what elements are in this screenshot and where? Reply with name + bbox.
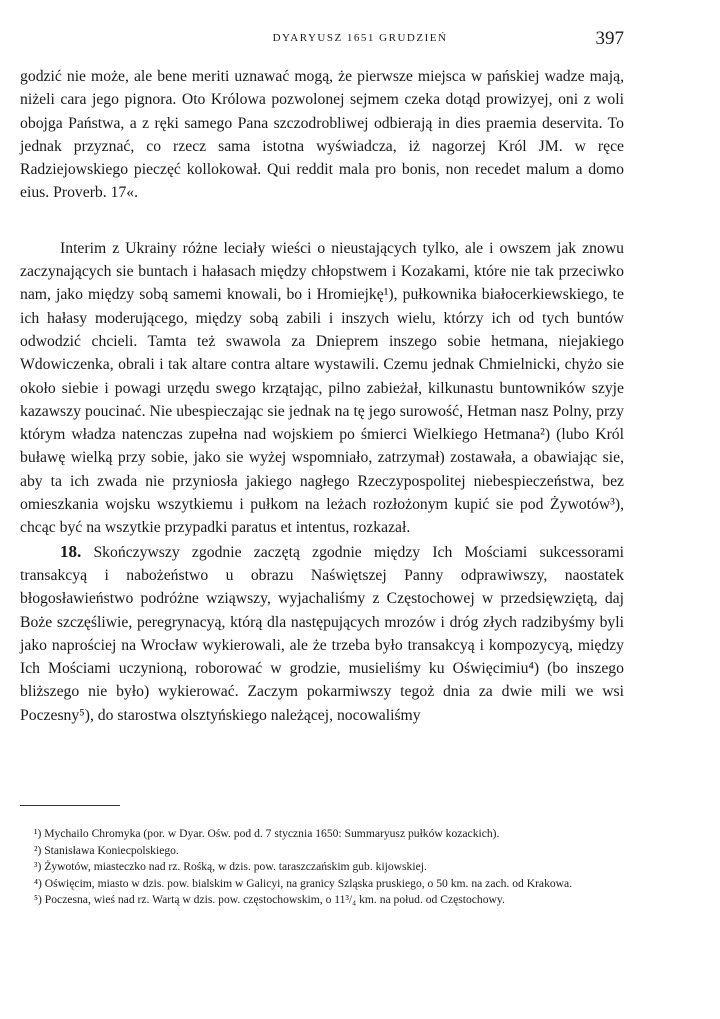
- paragraph-text: Skończywszy zgodnie zaczętą zgodnie między Ich Mościami sukcessorami transakcyą i nabożeństwo u obrazu Naświętszej Panny odprawiwszy, naostatek błogosławieństwo podróżne wziąwszy, wyjachaliśmy z Częstochowej w przedsięwziętą, daj Boże szczęśliwie, peregrynacyą, którą dla następujących mrozów i dróg złych radzibyśmy byli jako naprościej na Wrocław wykierowali, ale że trzeba było transakcyą i kompozycyą, między Ich Mościami uczynioną, roborować w grodzie, musieliśmy ku Oświęcimiu⁴) (bo inszego bliższego nie było) wykierować. Zaczym pokarmiwszy tegoż dnia za dwie mili we wsi Poczesny⁵), do starostwa olsztyńskiego należącej, nocowaliśmy: [20, 543, 625, 724]
- running-title: DYARYUSZ 1651 GRUDZIEŃ: [272, 32, 448, 44]
- section-number: 18.: [60, 541, 82, 561]
- footnote: ²) Stanisława Koniecpolskiego.: [34, 843, 179, 857]
- main-text: [20, 65, 624, 727]
- footnote: ¹) Mychailo Chromyka (por. w Dyar. Ośw. pod d. 7 stycznia 1650: Summaryusz pułków kozackich).: [34, 827, 500, 840]
- footnote: ³) Żywotów, miasteczko nad rz. Rośką, w dzis. pow. taraszczańskim gub. kijowskiej.: [34, 860, 427, 874]
- paragraph: Interim z Ukrainy różne leciały wieści o nieustających tylko, ale i owszem jak znowu zaczynających sie buntach i hałasach między chłopstwem i Kozakami, które nie tak przeciwko nam, jako między sobą samemi knowali, bo i Hromiejkę¹), pułkownika białocerkiewskiego, te ich hałasy moderującego, między sobą zabili i inszych wielu, którzy ich od tych buntów odwodzić chcieli. Tamta też swawola za Dnieprem inszego sobie hetmana, niejakiego Wdowiczenka, obrali i tak altare contra altare wystawili. Czemu jednak Chmielnicki, chyżo sie około siebie i powagi urzędu swego krzątając, pilno zabieżał, kilkunastu buntowników szyje kazawszy poucinać. Nie ubespieczając sie jednak na tę jego surowość, Hetman nasz Polny, przy którym władza natenczas zupełna nad wojskiem po śmierci Wielkiego Hetmana²) (lubo Król buławę wielką przy sobie, jako sie wyżej wspomniało, zatrzymał) zostawała, a obawiając sie, aby ta ich zwada nie przyniosła jakiego nagłego Rzeczypospolitej niebespieczeństwa, bez omieszkania wojsku wszytkiemu i pułkom na leżach rozłożonym kupić sie pod Żywotów³), chcąc być na wszytkie przypadki paratus et intentus, rozkazał.: [20, 239, 624, 537]
- paragraph: godzić nie może, ale bene meriti uznawać mogą, że pierwsze miejsca w pańskiej wadze mają, niżeli cara jego pignora. Oto Królowa pozwolonej sejmem czeka dotąd prowizyej, oni z woli obojga Państwa, a z ręki samego Pana szczodrobliwej odbierają in dies praemia deservita. To jednak przyznać, co rzecz sama istotna wyświadcza, iż nagorzej Król JM. w ręce Radziejowskiego pieczęć kollokował. Qui reddit mala pro bonis, non recedet malum a domo eius. Proverb. 17«.: [20, 68, 624, 202]
- page-number: 397: [595, 28, 624, 49]
- footnote: ⁴) Oświęcim, miasto w dzis. pow. bialskim w Galicyi, na granicy Szląska pruskiego, o 50 km. na zach. od Krakowa.: [34, 876, 573, 890]
- footnote-separator: [20, 805, 120, 806]
- paragraph: [20, 540, 624, 727]
- footnotes: [20, 826, 626, 909]
- footnote: ⁵) Poczesna, wieś nad rz. Wartą w dzis. pow. częstochowskim, o 11³/₄ km. na połud. od Częstochowy.: [34, 893, 505, 907]
- running-header: [0, 30, 720, 56]
